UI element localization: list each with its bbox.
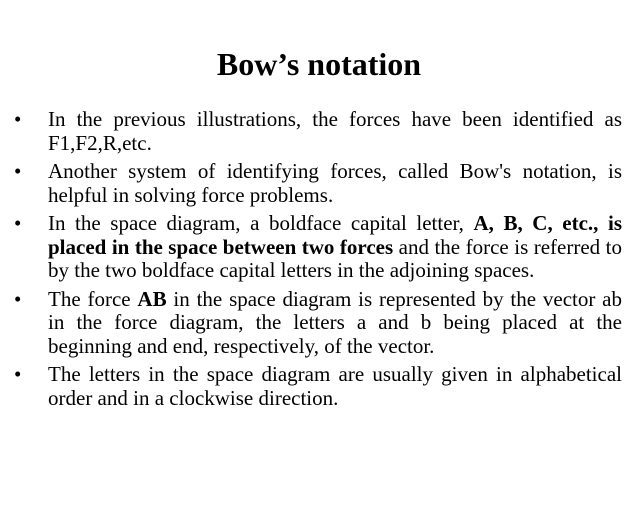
bullet-marker: • (14, 159, 22, 183)
bullet-marker: • (14, 362, 22, 386)
bullet-item (14, 212, 622, 283)
bullet-item (14, 160, 622, 207)
bullet-text: and the force is referred to by the two boldface capital letters in the adjoining spaces. (48, 234, 622, 282)
bullet-text-bold: A, B, C, etc., is placed in the space between two forces (48, 211, 622, 259)
bullet-text: Another system of identifying forces, called Bow's notation, is helpful in solving force problems. (48, 159, 622, 207)
bullet-item (14, 288, 622, 359)
bullet-text: in the space diagram is represented by the vector ab in the force diagram, the letters a and b being placed at the beginning and end, respectively, of the vector. (48, 286, 622, 358)
bullet-text-bold: AB (137, 286, 167, 311)
bullet-list (14, 108, 622, 415)
bullet-text: In the previous illustrations, the forces have been identified as F1,F2,R,etc. (48, 107, 622, 155)
bullet-marker: • (14, 211, 22, 235)
slide-title: Bow’s notation (216, 46, 422, 82)
bullet-item (14, 363, 622, 410)
bullet-text: The letters in the space diagram are usually given in alphabetical order and in a clockwise direction. (48, 362, 622, 410)
bullet-marker: • (14, 107, 22, 131)
bullet-text: In the space diagram, a boldface capital letter, (48, 211, 474, 235)
bullet-item (14, 108, 622, 155)
bullet-text: The force (48, 286, 138, 311)
bullet-marker: • (14, 286, 22, 311)
